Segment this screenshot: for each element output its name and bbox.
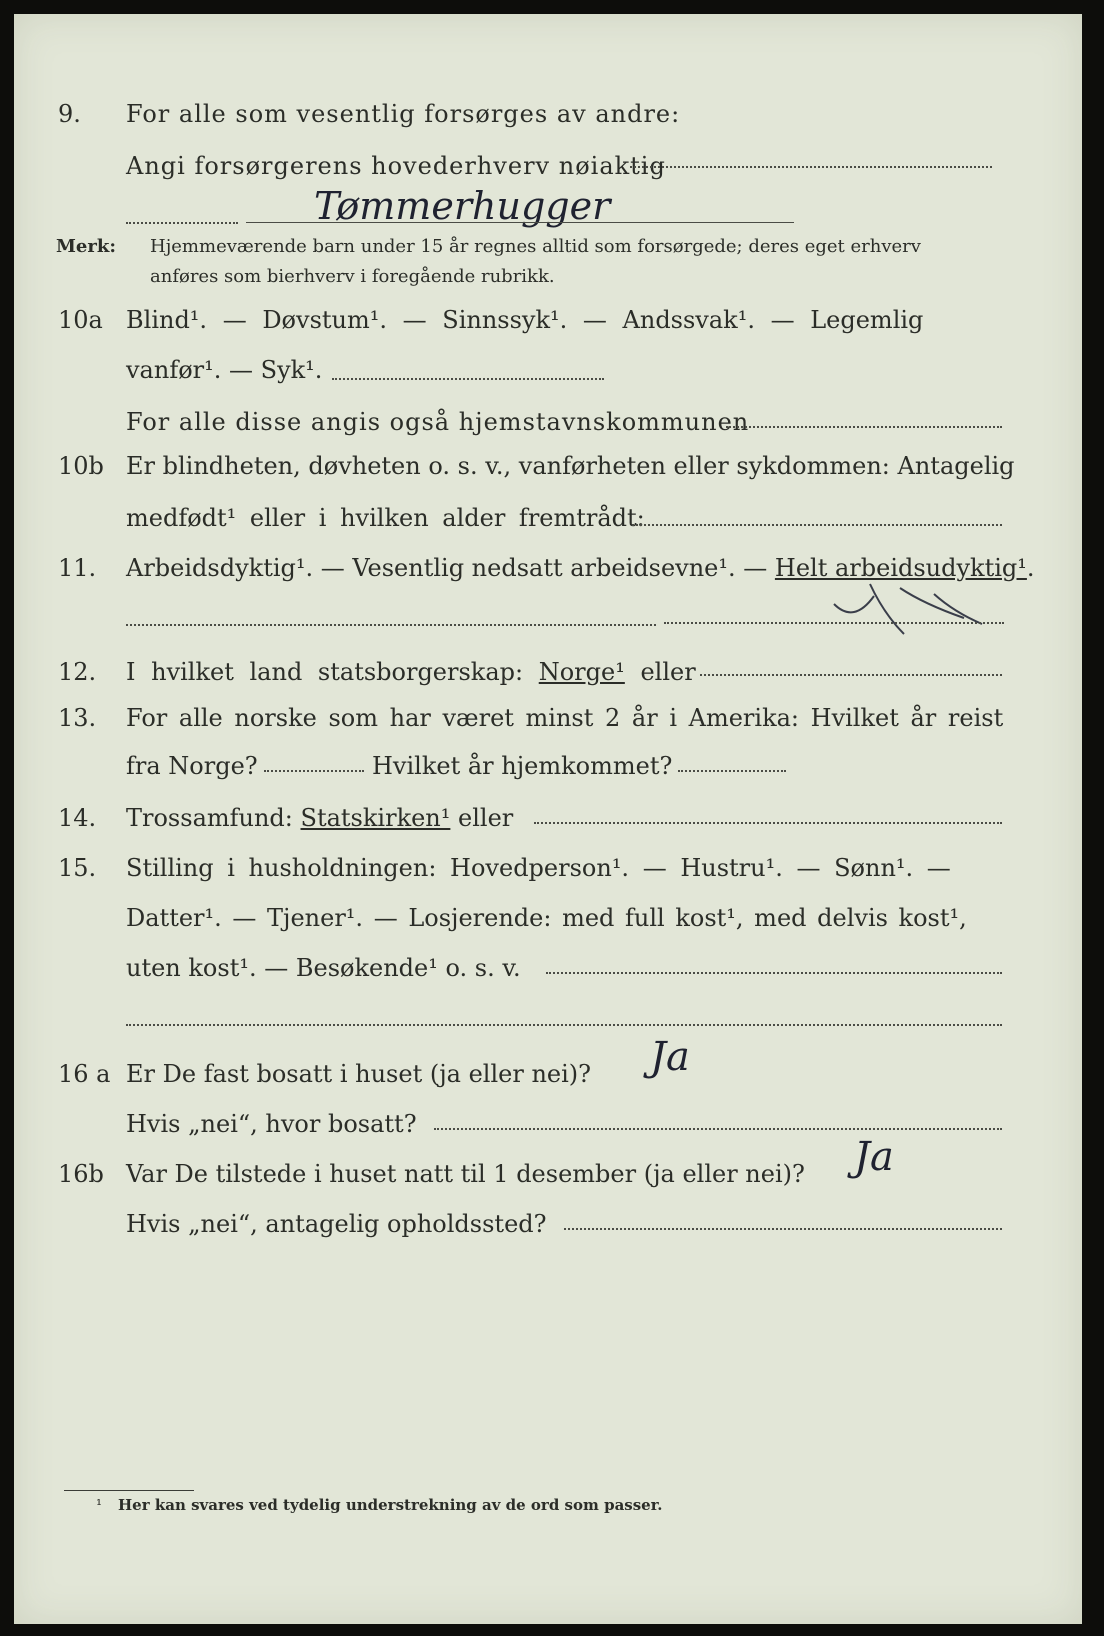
q12-selected-option: Norge¹ <box>538 658 625 686</box>
q11-text-a: Arbeidsdyktig¹. — Vesentlig nedsatt arbeidsevne¹. — <box>126 554 775 582</box>
q11-handwritten-mark <box>814 574 994 644</box>
q13-departure-line <box>264 770 364 772</box>
q12-text-a: I hvilket land statsborgerskap: <box>126 658 539 686</box>
q10a-text3: For alle disse angis også hjemstavnskommunen <box>126 408 750 436</box>
q10b-text1: Er blindheten, døvheten o. s. v., vanførheten eller sykdommen: Antagelig <box>126 452 1015 480</box>
q13-return-label: Hvilket år hjemkommet? <box>372 752 673 780</box>
q11-text-c: . <box>1026 554 1035 582</box>
q9-question: Angi forsørgerens hovederhverv nøiaktig <box>126 152 666 180</box>
merk-label: Merk: <box>56 236 116 257</box>
q10a-municipality-line <box>726 426 1002 428</box>
q14-answer-line <box>534 822 1002 824</box>
footnote-text: Her kan svares ved tydelig understrekning av de ord som passer. <box>118 1496 663 1514</box>
q11-number: 11. <box>58 554 97 582</box>
q9-answer-line2b <box>246 222 794 223</box>
q10b-number: 10b <box>58 452 104 480</box>
q11-answer-line2 <box>664 622 1004 624</box>
q9-answer-line2a <box>126 222 238 224</box>
q13-return-line <box>678 770 786 772</box>
q16b-followup: Hvis „nei“, antagelig opholdssted? <box>126 1210 547 1238</box>
q10a-text2: vanfør¹. — Syk¹. <box>126 356 323 384</box>
q10a-text1: Blind¹. — Døvstum¹. — Sinnssyk¹. — Andssvak¹. — Legemlig <box>126 306 924 334</box>
q9-handwritten-answer: Tømmerhugger <box>314 184 611 228</box>
q10b-answer-line <box>632 524 1002 526</box>
q9-text: For alle som vesentlig forsørges av andre: <box>126 100 681 128</box>
q16b-number: 16b <box>58 1160 104 1188</box>
q16b-handwritten-answer: Ja <box>854 1134 894 1180</box>
q16b-answer-line <box>564 1228 1002 1230</box>
q15-text1: Stilling i husholdningen: Hovedperson¹. — Hustru¹. — Sønn¹. — <box>126 854 951 882</box>
q15-text2: Datter¹. — Tjener¹. — Losjerende: med full kost¹, med delvis kost¹, <box>126 904 967 932</box>
q15-number: 15. <box>58 854 97 882</box>
q10b-text2: medfødt¹ eller i hvilken alder fremtrådt: <box>126 504 645 532</box>
q11-selected-option: Helt arbeidsudyktig¹ <box>774 554 1027 582</box>
merk-text2: anføres som bierhverv i foregående rubrikk. <box>150 266 555 287</box>
q10a-sick-line <box>332 378 604 380</box>
q15-text3: uten kost¹. — Besøkende¹ o. s. v. <box>126 954 521 982</box>
q13-number: 13. <box>58 704 97 732</box>
q14-selected-option: Statskirken¹ <box>300 804 451 832</box>
footnote-rule <box>64 1490 194 1491</box>
q16a-handwritten-answer: Ja <box>650 1034 690 1080</box>
q9-number: 9. <box>58 100 81 128</box>
q14-text <box>126 804 513 832</box>
q15-answer-line2 <box>126 1024 1002 1026</box>
q9-answer-line <box>630 166 992 168</box>
q12-text <box>126 658 696 686</box>
q12-number: 12. <box>58 658 97 686</box>
q13-text1: For alle norske som har været minst 2 år i Amerika: Hvilket år reist <box>126 704 1004 732</box>
q13-departure-label: fra Norge? <box>126 752 258 780</box>
q16b-question: Var De tilstede i huset natt til 1 desember (ja eller nei)? <box>126 1160 805 1188</box>
q11-answer-line1 <box>126 624 656 626</box>
q14-number: 14. <box>58 804 97 832</box>
q16a-answer-line <box>434 1128 1002 1130</box>
q15-answer-line1 <box>546 972 1002 974</box>
footnote-marker: ¹ <box>96 1496 103 1514</box>
census-form-page <box>14 14 1082 1624</box>
merk-text1: Hjemmeværende barn under 15 år regnes alltid som forsørgede; deres eget erhverv <box>150 236 921 257</box>
q12-text-c: eller <box>624 658 696 686</box>
q16a-followup: Hvis „nei“, hvor bosatt? <box>126 1110 417 1138</box>
q12-answer-line <box>700 674 1002 676</box>
q16a-question: Er De fast bosatt i huset (ja eller nei)? <box>126 1060 592 1088</box>
q14-text-a: Trossamfund: <box>126 804 301 832</box>
q14-text-c: eller <box>450 804 514 832</box>
q16a-number: 16 a <box>58 1060 111 1088</box>
q10a-number: 10a <box>58 306 103 334</box>
